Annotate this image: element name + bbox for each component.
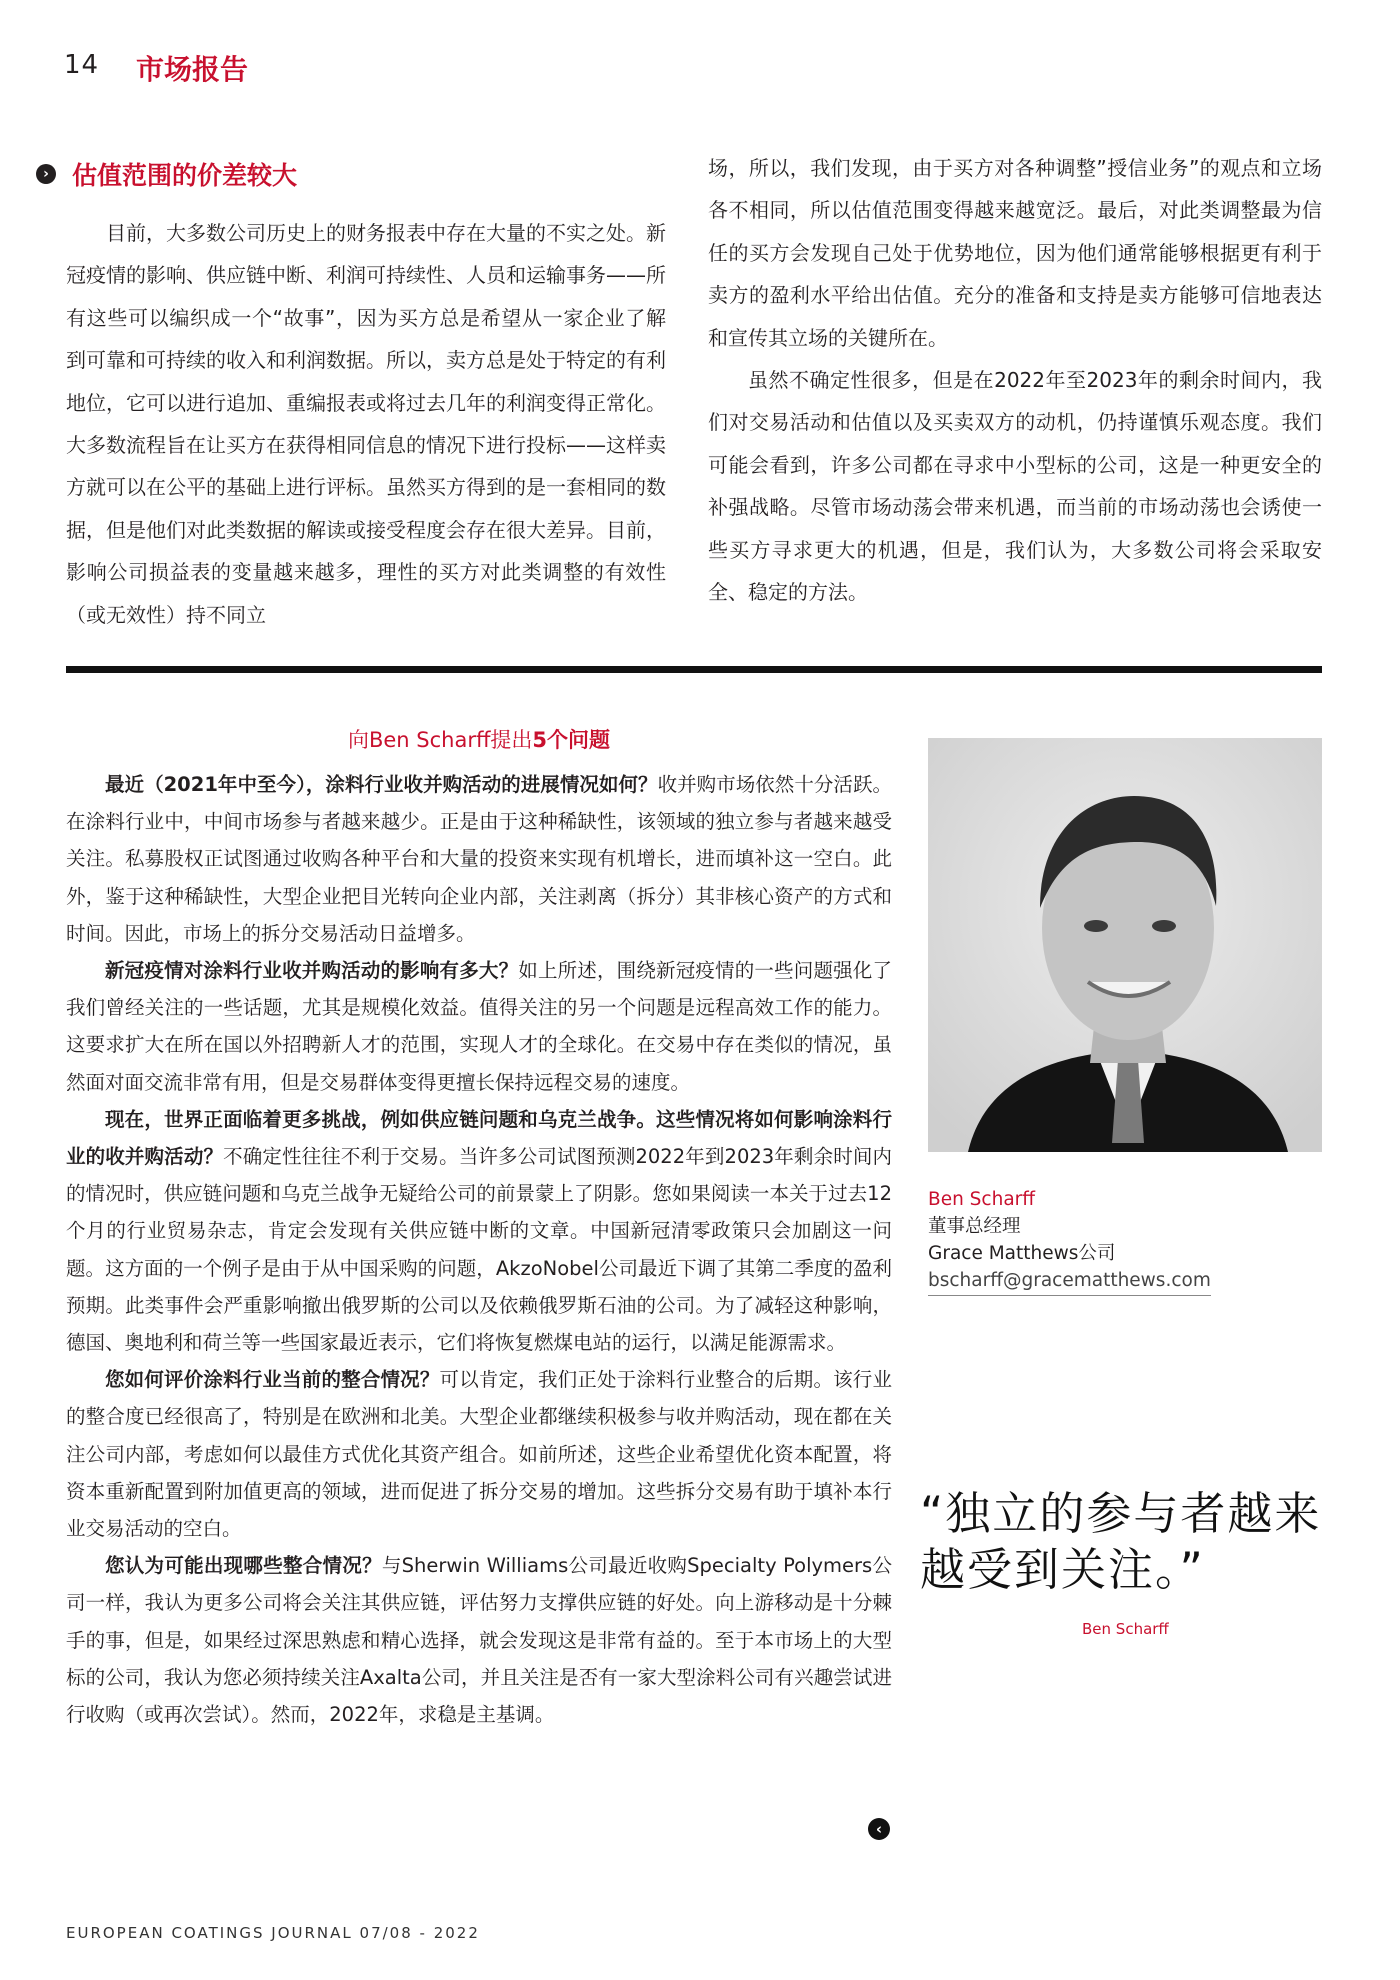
profile-name: Ben Scharff [928, 1189, 1036, 1210]
article-subheading [36, 150, 297, 198]
profile-role: 董事总经理 [928, 1216, 1021, 1237]
profile-caption [928, 1186, 1211, 1296]
page-number: 14 [64, 50, 100, 80]
question: 新冠疫情对涂料行业收并购活动的影响有多大？ [105, 959, 519, 983]
answer: 与Sherwin Williams公司最近收购Specialty Polymers公司一样，我认为更多公司将会关注其供应链，评估努力支撑供应链的好处。向上游移动是十分棘手的事，但是，如果经过深思熟虑和精心选择，就会发现这是非常有益的。至于本市场上的大型标的公司，我认为您必须持续关注Axalta公司，并且关注是否有一家大型涂料公司有兴趣尝试进行收购（或再次尝试）。然而，2022年，求稳是主基调。 [66, 1554, 892, 1727]
article-column-left [66, 212, 666, 636]
interview-title [66, 724, 892, 754]
answer: 可以肯定，我们正处于涂料行业整合的后期。该行业的整合度已经很高了，特别是在欧洲和北美。大型企业都继续积极参与收并购活动，现在都在关注公司内部，考虑如何以最佳方式优化其资产组合。如前所述，这些企业希望优化资本配置，将资本重新配置到附加值更高的领域，进而促进了拆分交易的增加。这些拆分交易有助于填补本行业交易活动的空白。 [66, 1368, 892, 1541]
answer: 不确定性往往不利于交易。当许多公司试图预测2022年到2023年剩余时间内的情况时，供应链问题和乌克兰战争无疑给公司的前景蒙上了阴影。您如果阅读一本关于过去12个月的行业贸易杂志，肯定会发现有关供应链中断的文章。中国新冠清零政策只会加剧这一问题。这方面的一个例子是由于从中国采购的问题，AkzoNobel公司最近下调了其第二季度的盈利预期。此类事件会严重影响撤出俄罗斯的公司以及依赖俄罗斯石油的公司。为了减轻这种影响，德国、奥地利和荷兰等一些国家最近表示，它们将恢复燃煤电站的运行，以满足能源需求。 [66, 1145, 892, 1355]
qa-paragraph [66, 1361, 892, 1547]
answer: 如上所述，围绕新冠疫情的一些问题强化了我们曾经关注的一些话题，尤其是规模化效益。值得关注的另一个问题是远程高效工作的能力。这要求扩大在所在国以外招聘新人才的范围，实现人才的全球化。在交易中存在类似的情况，虽然面对面交流非常有用，但是交易群体变得更擅长保持远程交易的速度。 [66, 959, 892, 1094]
portrait-illustration [928, 738, 1322, 1152]
question: 最近（2021年中至今），涂料行业收并购活动的进展情况如何？ [105, 773, 658, 796]
footer-text: EUROPEAN COATINGS JOURNAL 07/08 - 2022 [66, 1924, 480, 1942]
qa-paragraph [66, 952, 892, 1101]
chevron-left-icon: ‹ [868, 1818, 890, 1840]
article-paragraph: 目前，大多数公司历史上的财务报表中存在大量的不实之处。新冠疫情的影响、供应链中断、利润可持续性、人员和运输事务——所有这些可以编织成一个“故事”，因为买方总是希望从一家企业了解到可靠和可持续的收入和利润数据。所以，卖方总是处于特定的有利地位，它可以进行追加、重编报表或将过去几年的利润变得正常化。大多数流程旨在让买方在获得相同信息的情况下进行投标——这样卖方就可以在公平的基础上进行评标。虽然买方得到的是一套相同的数据，但是他们对此类数据的解读或接受程度会存在很大差异。目前，影响公司损益表的变量越来越多，理性的买方对此类调整的有效性（或无效性）持不同立 [66, 221, 666, 627]
question: 现在，世界正面临着更多挑战，例如供应链问题和乌克兰战争。这些情况将如何影响涂料行业的收并购活动？ [66, 1107, 892, 1169]
profile-company: Grace Matthews公司 [928, 1243, 1116, 1264]
pull-quote-author: Ben Scharff [1082, 1620, 1169, 1638]
section-title: 市场报告 [136, 53, 249, 86]
subheading-text: 估值范围的价差较大 [72, 161, 298, 190]
portrait-photo [928, 738, 1322, 1152]
interview-title-bold: 5个问题 [532, 728, 611, 752]
article-column-right [708, 147, 1322, 613]
section-divider [66, 666, 1322, 673]
article-paragraph: 场，所以，我们发现，由于买方对各种调整”授信业务”的观点和立场各不相同，所以估值范围变得越来越宽泛。最后，对此类调整最为信任的买方会发现自己处于优势地位，因为他们通常能够根据更有利于卖方的盈利水平给出估值。充分的准备和支持是卖方能够可信地表达和宣传其立场的关键所在。 [708, 156, 1322, 350]
profile-email-link[interactable]: bscharff@gracematthews.com [928, 1267, 1211, 1296]
interview-title-prefix: 向Ben Scharff提出 [347, 728, 533, 752]
question: 您如何评价涂料行业当前的整合情况？ [105, 1368, 440, 1392]
question: 您认为可能出现哪些整合情况？ [105, 1554, 382, 1578]
pull-quote: “独立的参与者越来越受到关注。” [920, 1487, 1322, 1596]
chevron-right-icon: › [36, 164, 56, 184]
qa-paragraph [66, 1547, 892, 1733]
answer: 收并购市场依然十分活跃。在涂料行业中，中间市场参与者越来越少。正是由于这种稀缺性，该领域的独立参与者越来越受关注。私募股权正试图通过收购各种平台和大量的投资来实现有机增长，进而填补这一空白。此外，鉴于这种稀缺性，大型企业把目光转向企业内部，关注剥离（拆分）其非核心资产的方式和时间。因此，市场上的拆分交易活动日益增多。 [66, 773, 892, 945]
qa-paragraph [66, 1101, 892, 1361]
interview-qa [66, 766, 892, 1733]
article-paragraph: 虽然不确定性很多，但是在2022年至2023年的剩余时间内，我们对交易活动和估值以及买卖双方的动机，仍持谨慎乐观态度。我们可能会看到，许多公司都在寻求中小型标的公司，这是一种更安全的补强战略。尽管市场动荡会带来机遇，而当前的市场动荡也会诱使一些买方寻求更大的机遇，但是，我们认为，大多数公司将会采取安全、稳定的方法。 [708, 368, 1322, 605]
qa-paragraph [66, 766, 892, 952]
